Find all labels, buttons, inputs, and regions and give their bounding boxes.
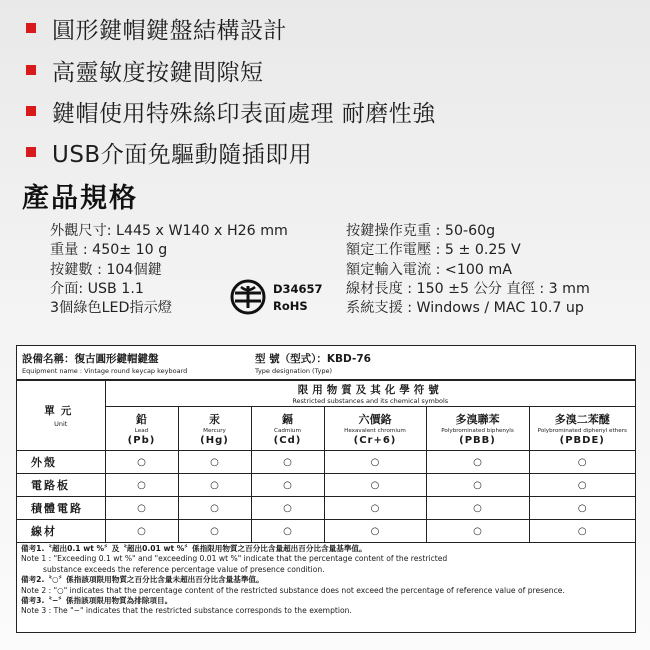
- note-2-zh: 備考2.〝○〞係指該項限用物質之百分比含量未超出百分比含量基準值。: [21, 575, 264, 585]
- feature-item: [26, 8, 287, 48]
- unit-name: 外殼: [17, 451, 105, 474]
- compliance-mark: ○: [426, 497, 529, 520]
- compliance-mark: ○: [105, 474, 178, 497]
- feature-text: USB介面免驅動隨插即用: [52, 141, 313, 168]
- compliance-mark: ○: [529, 520, 635, 543]
- compliance-mark: ○: [251, 520, 324, 543]
- compliance-mark: ○: [324, 474, 426, 497]
- restricted-title-zh: 限用物質及其化學符號: [297, 384, 443, 396]
- substance-name-zh: 鎘: [282, 413, 293, 426]
- table-row: [17, 451, 635, 474]
- restricted-title-en: Restricted substances and its chemical symbols: [292, 397, 449, 405]
- red-square-bullet-icon: [26, 106, 36, 116]
- compliance-mark: ○: [178, 451, 251, 474]
- unit-header-en: Unit: [54, 420, 68, 428]
- spec-line: 按鍵操作克重 : 50-60g: [346, 223, 496, 239]
- compliance-mark: ○: [426, 451, 529, 474]
- equipment-name-zh: 設備名稱：復古圓形鍵帽鍵盤: [22, 353, 159, 365]
- compliance-mark: ○: [251, 497, 324, 520]
- substance-symbol: (Pb): [127, 435, 156, 446]
- substance-header: [178, 407, 251, 451]
- substance-header: [529, 407, 635, 451]
- substance-name-en: Cadmium: [274, 428, 301, 434]
- feature-item: [26, 91, 436, 131]
- compliance-mark: ○: [105, 497, 178, 520]
- table-row: [17, 474, 635, 497]
- rohs-declaration-table: [16, 345, 636, 633]
- equipment-name-en: Equipment name : Vintage round keycap keyboard: [22, 367, 188, 375]
- feature-item: [26, 50, 264, 90]
- substance-table: [17, 380, 635, 543]
- substance-name-zh: 多溴聯苯: [455, 413, 500, 426]
- substance-name-zh: 鉛: [136, 413, 147, 426]
- compliance-mark: ○: [529, 497, 635, 520]
- substance-header: [251, 407, 324, 451]
- spec-line: 線材長度 : 150 ±5 公分 直徑 : 3 mm: [346, 280, 590, 297]
- substance-name-en: Lead: [134, 428, 149, 434]
- substance-header: [105, 407, 178, 451]
- spec-right-column: [346, 222, 590, 318]
- spec-line: 介面: USB 1.1: [50, 280, 144, 297]
- compliance-mark: ○: [426, 474, 529, 497]
- red-square-bullet-icon: [26, 65, 36, 75]
- substance-name-zh: 多溴二苯醚: [554, 413, 610, 426]
- certification-mark: [229, 278, 339, 316]
- unit-name: 積體電路: [17, 497, 105, 520]
- compliance-mark: ○: [426, 520, 529, 543]
- type-designation-zh: 型 號（型式）：KBD-76: [255, 353, 371, 365]
- substance-symbol: (Hg): [200, 435, 229, 446]
- declaration-header: [17, 346, 635, 380]
- feature-text: 高靈敏度按鍵間隙短: [52, 59, 264, 86]
- spec-line: 按鍵數 : 104個鍵: [50, 261, 162, 278]
- note-1-en: Note 1 : "Exceeding 0.1 wt %" and "exceeding 0.01 wt %" indicate that the percentage content of the restricted: [21, 554, 448, 564]
- spec-line: 外觀尺寸: L445 x W140 x H26 mm: [50, 223, 288, 239]
- table-row: [17, 520, 635, 543]
- note-2-en: Note 2 : "○" indicates that the percentage content of the restricted substance does not exceed the percentage of reference value of presence.: [21, 585, 565, 595]
- compliance-mark: ○: [178, 520, 251, 543]
- unit-name: 線材: [17, 520, 105, 543]
- note-3-zh: 備考3.〝−〞係指該項限用物質為排除項目。: [21, 596, 173, 606]
- table-row: [17, 497, 635, 520]
- substance-symbol: (Cr+6): [353, 435, 397, 446]
- red-square-bullet-icon: [26, 147, 36, 157]
- declaration-notes: [21, 544, 633, 617]
- unit-header-zh: 單元: [44, 405, 78, 417]
- spec-line: 額定工作電壓 : 5 ± 0.25 V: [346, 242, 521, 259]
- compliance-mark: ○: [178, 474, 251, 497]
- rohs-label: RoHS: [273, 299, 308, 313]
- spec-line: 額定輸入電流 : <100 mA: [346, 261, 512, 278]
- spec-line: 3個綠色LED指示燈: [50, 300, 172, 317]
- compliance-mark: ○: [251, 451, 324, 474]
- note-1-en-continued: substance exceeds the reference percentage value of presence condition.: [43, 564, 325, 574]
- compliance-mark: ○: [529, 474, 635, 497]
- spec-title: 產品規格: [22, 183, 138, 214]
- spec-line: 系統支援 : Windows / MAC 10.7 up: [346, 300, 584, 317]
- substance-name-en: Polybrominated diphenyl ethers: [537, 428, 627, 434]
- substance-header: [426, 407, 529, 451]
- compliance-mark: ○: [178, 497, 251, 520]
- compliance-mark: ○: [324, 497, 426, 520]
- feature-item: [26, 132, 312, 172]
- compliance-mark: ○: [105, 451, 178, 474]
- bsmi-logo-icon: [229, 278, 267, 316]
- compliance-mark: ○: [324, 520, 426, 543]
- unit-name: 電路板: [17, 474, 105, 497]
- spec-line: 重量 : 450± 10 g: [50, 242, 168, 259]
- feature-text: 鍵帽使用特殊絲印表面處理 耐磨性強: [52, 100, 436, 127]
- note-1-zh: 備考1.〝超出0.1 wt %〞及〝超出0.01 wt %〞係指限用物質之百分比含量超出百分比含量基準值。: [21, 544, 367, 553]
- substance-symbol: (PBDE): [559, 435, 605, 446]
- unit-header: [17, 381, 105, 451]
- compliance-mark: ○: [529, 451, 635, 474]
- red-square-bullet-icon: [26, 23, 36, 33]
- restricted-substances-header: [105, 381, 635, 407]
- compliance-mark: ○: [105, 520, 178, 543]
- note-3-en: Note 3 : The "−" indicates that the restricted substance corresponds to the exemption.: [21, 606, 352, 616]
- substance-name-en: Mercury: [203, 428, 226, 434]
- compliance-mark: ○: [251, 474, 324, 497]
- substance-header: [324, 407, 426, 451]
- substance-name-zh: 六價鉻: [358, 413, 392, 426]
- substance-name-en: Polybrominated biphenyls: [441, 428, 514, 434]
- feature-text: 圓形鍵帽鍵盤結構設計: [52, 17, 287, 44]
- substance-symbol: (Cd): [273, 435, 302, 446]
- type-designation-en: Type designation (Type): [255, 367, 333, 375]
- certification-code: D34657: [273, 282, 323, 296]
- substance-header-row: [17, 407, 635, 451]
- compliance-mark: ○: [324, 451, 426, 474]
- substance-name-zh: 汞: [209, 413, 220, 426]
- substance-symbol: (PBB): [459, 435, 496, 446]
- substance-name-en: Hexavalent chromium: [344, 428, 406, 434]
